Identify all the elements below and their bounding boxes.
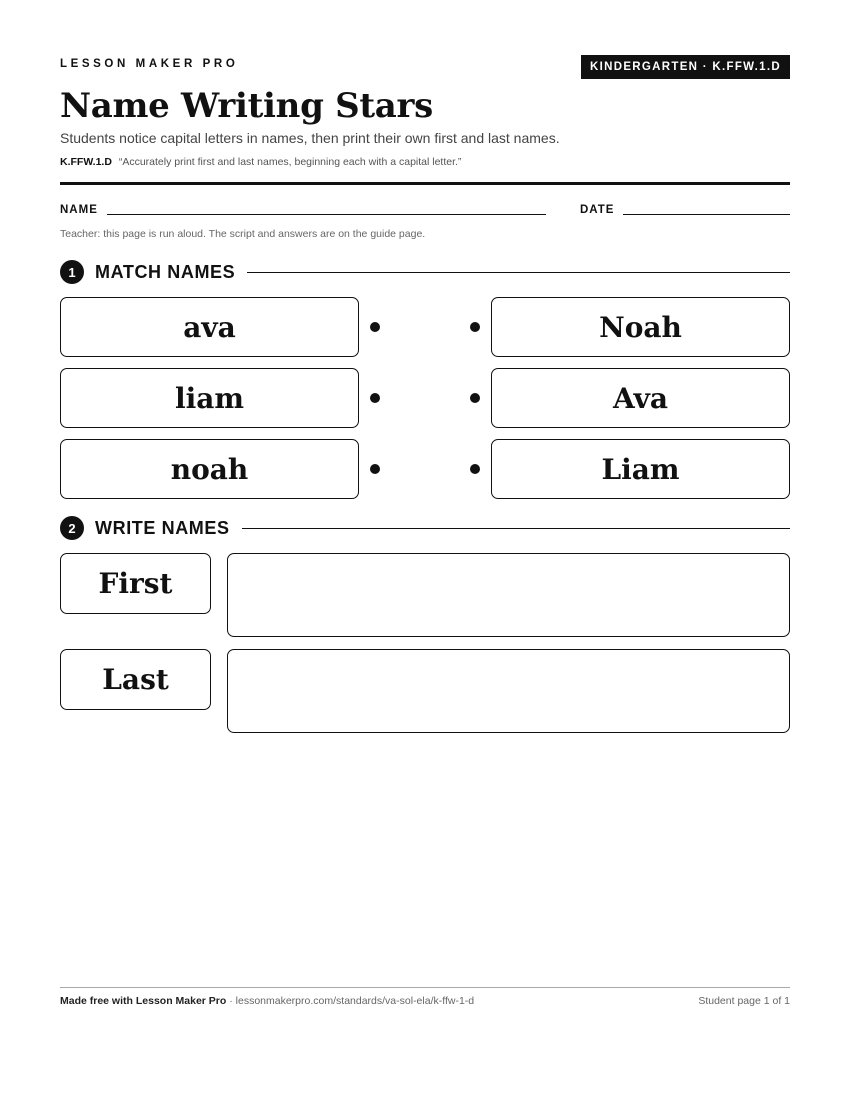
section-rule xyxy=(247,272,790,273)
match-dot-left[interactable] xyxy=(370,464,380,474)
section-title: WRITE NAMES xyxy=(95,517,230,538)
standard-line xyxy=(60,156,461,168)
match-dot-left[interactable] xyxy=(370,322,380,332)
footer-made-with: Made free with Lesson Maker Pro xyxy=(60,995,227,1007)
date-field-line[interactable] xyxy=(623,214,790,215)
lowercase-name-card[interactable]: liam xyxy=(60,368,359,428)
header-divider xyxy=(60,182,790,185)
match-dot-left[interactable] xyxy=(370,393,380,403)
section-number-badge: 1 xyxy=(60,260,84,284)
section-title: MATCH NAMES xyxy=(95,261,236,282)
date-label: DATE xyxy=(580,204,615,216)
footer-page-number: Student page 1 of 1 xyxy=(698,995,790,1007)
match-dot-right[interactable] xyxy=(470,393,480,403)
first-name-write-box[interactable] xyxy=(227,553,790,637)
last-name-label-card: Last xyxy=(60,649,211,710)
section-rule xyxy=(242,528,790,529)
teacher-note: Teacher: this page is run aloud. The script and answers are on the guide page. xyxy=(60,228,426,240)
lowercase-name-card[interactable]: noah xyxy=(60,439,359,499)
section-write-names-header xyxy=(60,515,790,541)
worksheet-title: Name Writing Stars xyxy=(60,86,433,126)
footer-divider xyxy=(60,987,790,988)
match-dot-right[interactable] xyxy=(470,464,480,474)
lowercase-name-card[interactable]: ava xyxy=(60,297,359,357)
section-match-names-header xyxy=(60,259,790,285)
name-field-line[interactable] xyxy=(107,214,546,215)
standard-code: K.FFW.1.D xyxy=(60,156,112,168)
footer-url[interactable]: lessonmakerpro.com/standards/va-sol-ela/k-ffw-1-d xyxy=(235,995,475,1007)
match-dot-right[interactable] xyxy=(470,322,480,332)
standard-text: “Accurately print first and last names, beginning each with a capital letter.” xyxy=(118,156,462,168)
footer-credit xyxy=(60,995,474,1007)
last-name-write-box[interactable] xyxy=(227,649,790,733)
capitalized-name-card[interactable]: Noah xyxy=(491,297,790,357)
name-label: NAME xyxy=(60,204,98,216)
first-name-label-card: First xyxy=(60,553,211,614)
section-number-badge: 2 xyxy=(60,516,84,540)
brand-name: LESSON MAKER PRO xyxy=(60,58,239,70)
footer-separator: · xyxy=(226,995,236,1007)
capitalized-name-card[interactable]: Ava xyxy=(491,368,790,428)
grade-badge: KINDERGARTEN · K.FFW.1.D xyxy=(581,55,790,79)
worksheet-subtitle: Students notice capital letters in names, then print their own first and last names. xyxy=(60,130,560,146)
capitalized-name-card[interactable]: Liam xyxy=(491,439,790,499)
